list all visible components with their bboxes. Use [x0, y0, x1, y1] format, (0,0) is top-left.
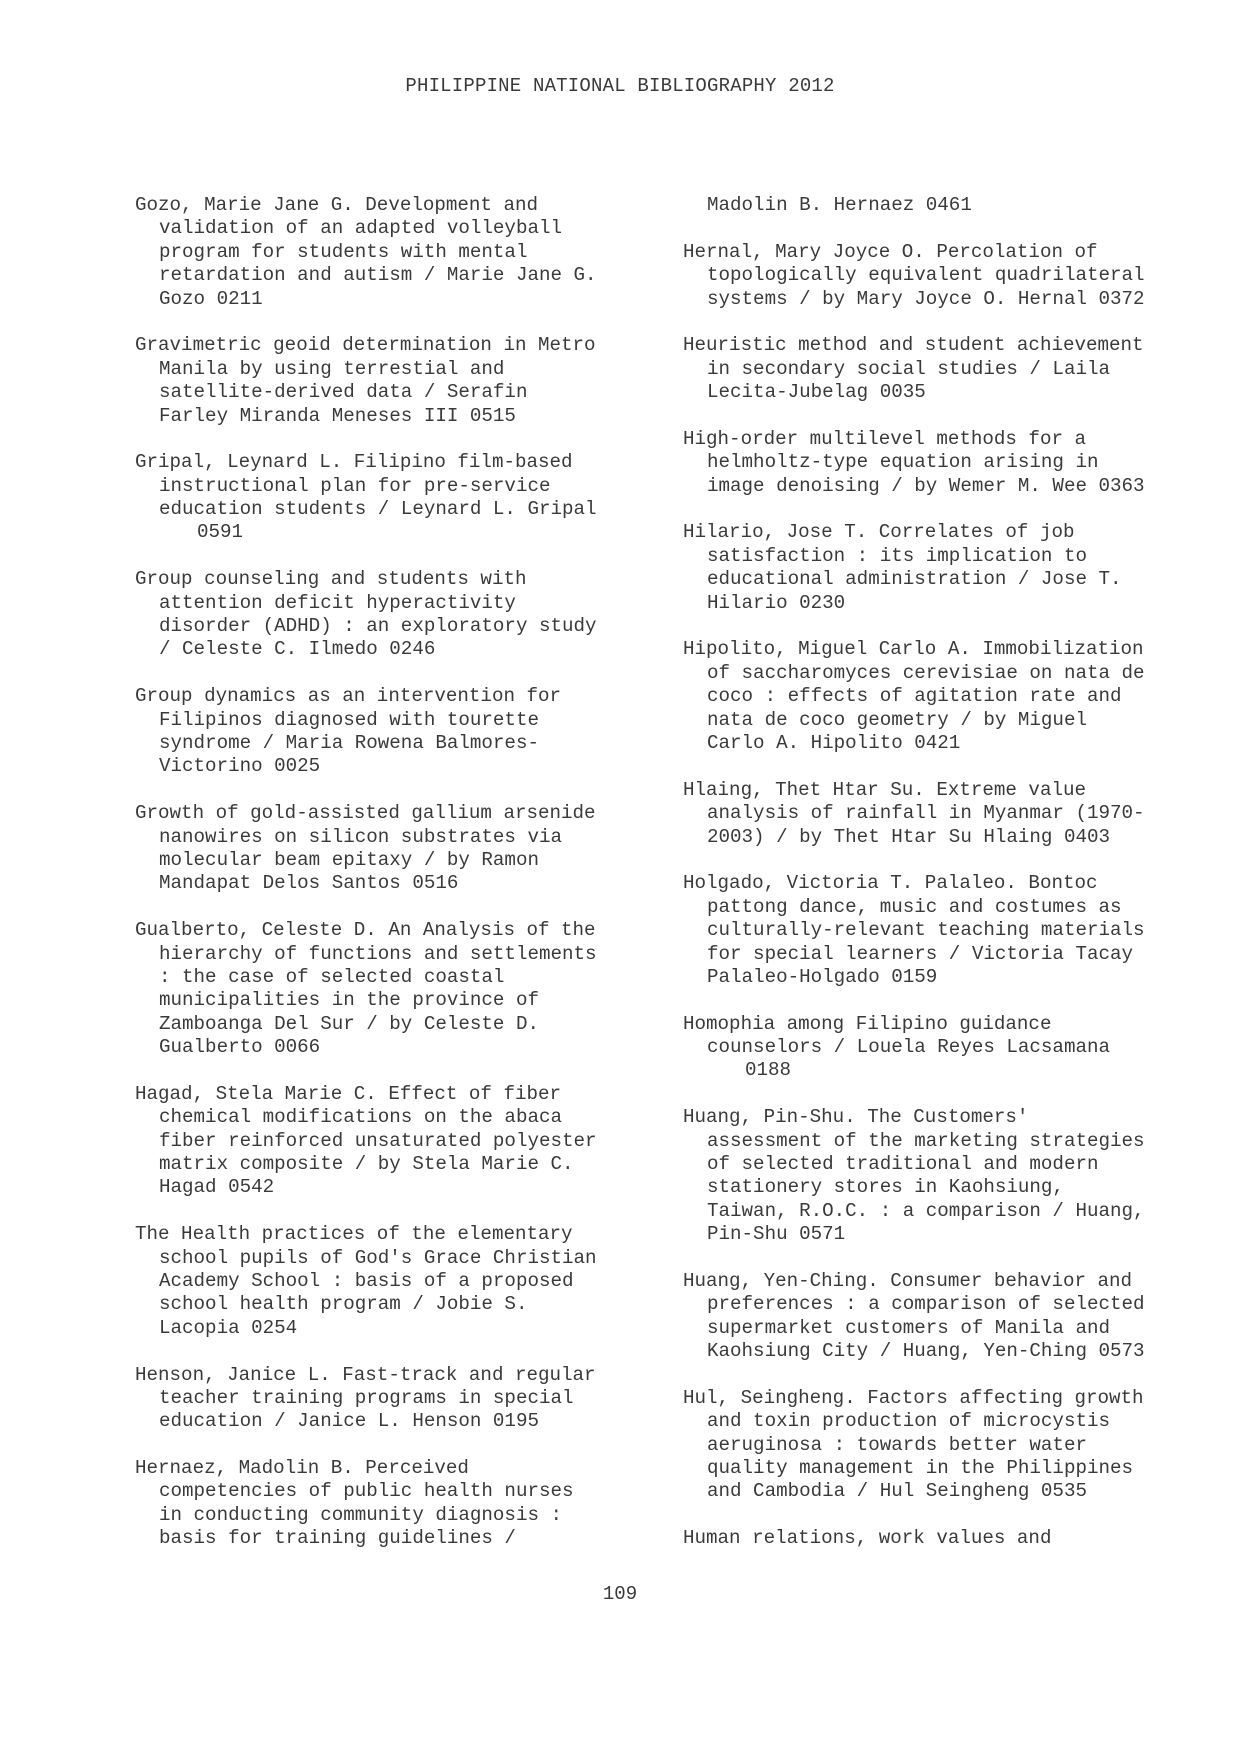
- entry-line: Gripal, Leynard L. Filipino film-based: [135, 451, 573, 474]
- entry-line: municipalities in the province of: [159, 989, 539, 1012]
- bibliography-entry: [683, 1527, 1240, 1550]
- entry-line: Farley Miranda Meneses III 0515: [159, 404, 516, 427]
- entry-line: satellite-derived data / Serafin: [159, 381, 528, 404]
- bibliography-entry: [683, 638, 1240, 755]
- entry-line: in conducting community diagnosis :: [159, 1503, 563, 1526]
- entry-line: school pupils of God's Grace Christian: [159, 1246, 597, 1269]
- entry-line: Pin-Shu 0571: [707, 1223, 846, 1246]
- entry-line: Palaleo-Holgado 0159: [707, 965, 938, 988]
- bibliography-entry: [135, 1364, 695, 1434]
- entry-line: Victorino 0025: [159, 755, 321, 778]
- entry-line: chemical modifications on the abaca: [159, 1106, 563, 1129]
- entry-line: Hipolito, Miguel Carlo A. Immobilization: [683, 638, 1144, 661]
- bibliography-entry: [135, 194, 695, 311]
- entry-line: supermarket customers of Manila and: [707, 1316, 1111, 1339]
- entry-line: : the case of selected coastal: [159, 965, 505, 988]
- entry-line: helmholtz-type equation arising in: [707, 451, 1099, 474]
- entry-line: / Celeste C. Ilmedo 0246: [159, 638, 436, 661]
- entry-line: Group counseling and students with: [135, 568, 527, 591]
- entry-line: Carlo A. Hipolito 0421: [707, 731, 961, 754]
- entry-line: Taiwan, R.O.C. : a comparison / Huang,: [707, 1199, 1145, 1222]
- entry-line: counselors / Louela Reyes Lacsamana: [707, 1036, 1111, 1059]
- entry-line: education / Janice L. Henson 0195: [159, 1410, 539, 1433]
- entry-line: teacher training programs in special: [159, 1386, 574, 1409]
- entry-line: Huang, Pin-Shu. The Customers': [683, 1106, 1029, 1129]
- bibliography-entry: [135, 919, 695, 1059]
- entry-line: hierarchy of functions and settlements: [159, 942, 597, 965]
- bibliography-entry: [683, 241, 1240, 311]
- entry-line: syndrome / Maria Rowena Balmores-: [159, 731, 539, 754]
- entry-line: 2003) / by Thet Htar Su Hlaing 0403: [707, 825, 1111, 848]
- entry-line: of saccharomyces cerevisiae on nata de: [707, 661, 1145, 684]
- entry-line: basis for training guidelines /: [159, 1527, 516, 1550]
- entry-line: topologically equivalent quadrilateral: [707, 264, 1145, 287]
- entry-line: Hernaez, Madolin B. Perceived: [135, 1457, 469, 1480]
- left-column: [135, 194, 695, 1574]
- entry-line: Hilario 0230: [707, 591, 846, 614]
- entry-line: in secondary social studies / Laila: [707, 357, 1111, 380]
- bibliography-entry: [135, 334, 695, 428]
- entry-line: Academy School : basis of a proposed: [159, 1269, 574, 1292]
- entry-line: of selected traditional and modern: [707, 1153, 1099, 1176]
- entry-line: Group dynamics as an intervention for: [135, 685, 562, 708]
- entry-line: The Health practices of the elementary: [135, 1223, 573, 1246]
- entry-line: quality management in the Philippines: [707, 1457, 1134, 1480]
- entry-line: Lacopia 0254: [159, 1316, 298, 1339]
- entry-line: Gualberto, Celeste D. An Analysis of the: [135, 919, 596, 942]
- entry-line: image denoising / by Wemer M. Wee 0363: [707, 474, 1145, 497]
- bibliography-entry: [683, 334, 1240, 404]
- entry-line: Mandapat Delos Santos 0516: [159, 872, 459, 895]
- entry-line: matrix composite / by Stela Marie C.: [159, 1153, 574, 1176]
- entry-line: nanowires on silicon substrates via: [159, 825, 563, 848]
- entry-line: fiber reinforced unsaturated polyester: [159, 1129, 597, 1152]
- entry-line: and Cambodia / Hul Seingheng 0535: [707, 1480, 1087, 1503]
- entry-line: Hilario, Jose T. Correlates of job: [683, 521, 1075, 544]
- entry-line: validation of an adapted volleyball: [159, 217, 563, 240]
- entry-line: 0188: [745, 1059, 792, 1082]
- entry-line: Gravimetric geoid determination in Metro: [135, 334, 596, 357]
- entry-line: competencies of public health nurses: [159, 1480, 574, 1503]
- entry-line: education students / Leynard L. Gripal: [159, 498, 597, 521]
- entry-line: aeruginosa : towards better water: [707, 1433, 1087, 1456]
- entry-line: systems / by Mary Joyce O. Hernal 0372: [707, 287, 1145, 310]
- entry-line: stationery stores in Kaohsiung,: [707, 1176, 1064, 1199]
- bibliography-entry: [135, 568, 695, 662]
- bibliography-entry: [135, 1457, 695, 1551]
- entry-line: Lecita-Jubelag 0035: [707, 381, 926, 404]
- entry-line: Kaohsiung City / Huang, Yen-Ching 0573: [707, 1340, 1145, 1363]
- bibliography-entry: [683, 1013, 1240, 1083]
- bibliography-entry: [683, 428, 1240, 498]
- entry-line: analysis of rainfall in Myanmar (1970-: [707, 802, 1145, 825]
- bibliography-entry: [683, 872, 1240, 989]
- entry-line: Heuristic method and student achievement: [683, 334, 1144, 357]
- entry-line: preferences : a comparison of selected: [707, 1293, 1145, 1316]
- entry-line: Human relations, work values and: [683, 1527, 1052, 1550]
- entry-line: Gozo 0211: [159, 287, 263, 310]
- entry-line: Holgado, Victoria T. Palaleo. Bontoc: [683, 872, 1098, 895]
- entry-line: Madolin B. Hernaez 0461: [707, 194, 972, 216]
- entry-line: Hagad 0542: [159, 1176, 275, 1199]
- entry-line: Hul, Seingheng. Factors affecting growth: [683, 1386, 1144, 1409]
- bibliography-entry: [683, 1270, 1240, 1364]
- bibliography-entry: [683, 1387, 1240, 1504]
- bibliography-entry: [135, 1083, 695, 1200]
- entry-line: school health program / Jobie S.: [159, 1293, 528, 1316]
- entry-line: coco : effects of agitation rate and: [707, 685, 1122, 708]
- entry-line: Manila by using terrestial and: [159, 357, 505, 380]
- entry-line: Hlaing, Thet Htar Su. Extreme value: [683, 778, 1087, 801]
- entry-line: pattong dance, music and costumes as: [707, 895, 1122, 918]
- entry-line: program for students with mental: [159, 240, 528, 263]
- bibliography-entry: [683, 779, 1240, 849]
- entry-line: nata de coco geometry / by Miguel: [707, 708, 1087, 731]
- entry-line: Henson, Janice L. Fast-track and regular: [135, 1363, 596, 1386]
- entry-line: retardation and autism / Marie Jane G.: [159, 264, 597, 287]
- bibliography-entry: [135, 685, 695, 779]
- entry-line: satisfaction : its implication to: [707, 544, 1087, 567]
- entry-line: and toxin production of microcystis: [707, 1410, 1111, 1433]
- entry-line: culturally-relevant teaching materials: [707, 919, 1145, 942]
- bibliography-entry: [683, 521, 1240, 615]
- entry-line: molecular beam epitaxy / by Ramon: [159, 848, 539, 871]
- page-header: PHILIPPINE NATIONAL BIBLIOGRAPHY 2012: [405, 75, 835, 97]
- entry-line: instructional plan for pre-service: [159, 474, 551, 497]
- page-number: 109: [602, 1583, 638, 1605]
- bibliography-entry: [135, 802, 695, 896]
- entry-line: Gualberto 0066: [159, 1036, 321, 1059]
- bibliography-entry: [683, 1106, 1240, 1246]
- bibliography-entry: [135, 451, 695, 545]
- right-column: [683, 194, 1240, 1574]
- entry-line: Growth of gold-assisted gallium arsenide: [135, 802, 596, 825]
- bibliography-entry: [135, 1223, 695, 1340]
- entry-line: Zamboanga Del Sur / by Celeste D.: [159, 1012, 539, 1035]
- entry-line: Hagad, Stela Marie C. Effect of fiber: [135, 1082, 562, 1105]
- entry-line: Huang, Yen-Ching. Consumer behavior and: [683, 1269, 1133, 1292]
- entry-line: for special learners / Victoria Tacay: [707, 942, 1134, 965]
- entry-line: 0591: [197, 521, 244, 544]
- entry-line: educational administration / Jose T.: [707, 568, 1122, 591]
- entry-line: Filipinos diagnosed with tourette: [159, 708, 539, 731]
- bibliography-entry: [683, 194, 1240, 217]
- entry-line: assessment of the marketing strategies: [707, 1129, 1145, 1152]
- entry-line: Hernal, Mary Joyce O. Percolation of: [683, 240, 1098, 263]
- entry-line: disorder (ADHD) : an exploratory study: [159, 615, 597, 638]
- entry-line: Homophia among Filipino guidance: [683, 1012, 1052, 1035]
- entry-line: attention deficit hyperactivity: [159, 591, 516, 614]
- entry-line: Gozo, Marie Jane G. Development and: [135, 194, 539, 216]
- entry-line: High-order multilevel methods for a: [683, 427, 1087, 450]
